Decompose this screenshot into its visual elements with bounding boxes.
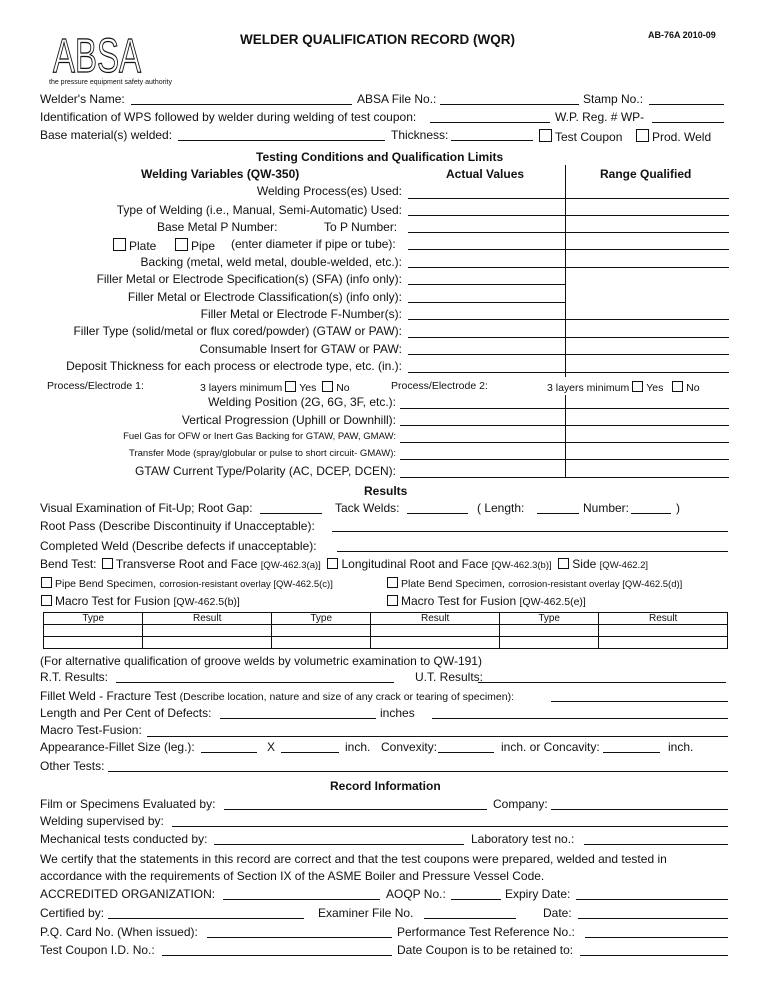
company-field[interactable]: [551, 809, 728, 810]
insert-field[interactable]: [408, 354, 729, 355]
var-process: Welding Process(es) Used:: [256, 184, 402, 198]
inch-label-2: inch.: [668, 740, 694, 754]
form-title: WELDER QUALIFICATION RECORD (WQR): [240, 32, 515, 47]
date-label: Date:: [543, 906, 572, 920]
process2-yes-box[interactable]: [632, 381, 643, 392]
perf-test-label: Performance Test Reference No.:: [397, 925, 575, 939]
filler-type-field[interactable]: [408, 337, 729, 338]
accredited-field[interactable]: [223, 899, 380, 900]
fillet-fracture-field[interactable]: [551, 701, 728, 702]
pipe-box[interactable]: [175, 238, 188, 251]
table-cell[interactable]: [271, 625, 370, 637]
ut-results-label: U.T. Results:: [415, 670, 484, 684]
macro-fillet-field[interactable]: [147, 736, 728, 737]
pq-card-label: P.Q. Card No. (When issued):: [40, 925, 198, 939]
absa-file-no-field[interactable]: [440, 104, 579, 105]
fillet-fracture-label: Fillet Weld - Fracture Test: [40, 689, 177, 703]
macro-fusion-1-label: Macro Test for Fusion: [55, 594, 171, 608]
certified-by-field[interactable]: [108, 918, 304, 919]
transverse-box[interactable]: [102, 558, 113, 569]
length-label: ( Length:: [477, 501, 525, 515]
wp-reg-field[interactable]: [652, 122, 724, 123]
process1-yes-label: Yes: [299, 382, 317, 394]
supervised-label: Welding supervised by:: [40, 814, 164, 828]
p-number-field[interactable]: [408, 232, 729, 233]
process1-label: Process/Electrode 1:: [47, 380, 144, 392]
certified-by-label: Certified by:: [40, 906, 105, 920]
plate-checkbox[interactable]: [113, 238, 156, 252]
var-to-p: To P Number:: [324, 220, 398, 234]
transverse-ref: [QW-462.3(a)]: [260, 560, 321, 571]
length-defects-label: Length and Per Cent of Defects:: [40, 706, 212, 720]
examiner-file-field[interactable]: [424, 918, 516, 919]
pipe-checkbox[interactable]: [175, 238, 215, 252]
pipe-bend-label: Pipe Bend Specimen,: [55, 578, 156, 590]
var-deposit: Deposit Thickness for each process or electrode type, etc. (in.):: [66, 359, 402, 373]
base-material-field[interactable]: [178, 140, 385, 141]
lab-test-field[interactable]: [584, 844, 728, 845]
table-header-result-1: Result: [143, 613, 272, 625]
testing-section-title: Testing Conditions and Qualification Limits: [256, 150, 504, 164]
macro-fusion-1-box[interactable]: [41, 595, 52, 606]
table-cell[interactable]: [44, 625, 143, 637]
process1-layers: [200, 381, 350, 394]
process1-layers-label: 3 layers minimum: [200, 382, 283, 394]
side-ref: [QW-462.2]: [599, 560, 649, 571]
inches-label: inches: [380, 706, 415, 720]
process-field[interactable]: [408, 198, 729, 199]
pipe-bend-row: [41, 577, 333, 590]
accredited-label: ACCREDITED ORGANIZATION:: [40, 887, 216, 901]
col-variables: Welding Variables (QW-350): [141, 167, 300, 181]
welders-name-label: Welder's Name:: [40, 92, 125, 106]
process2-layers-label: 3 layers minimum: [547, 382, 630, 394]
macro-fusion-2-ref: [QW-462.5(e)]: [519, 596, 586, 608]
wp-reg-label: W.P. Reg. # WP-: [555, 110, 645, 124]
var-base-p: Base Metal P Number:: [157, 220, 278, 234]
test-coupon-id-label: Test Coupon I.D. No.:: [40, 943, 155, 957]
wps-identification-label: Identification of WPS followed by welder during welding of test coupon:: [40, 110, 417, 124]
logo-subtitle: the pressure equipment safety authority: [49, 79, 172, 86]
appearance-label: Appearance-Fillet Size (leg.):: [40, 740, 195, 754]
logo-text: ABSA: [53, 30, 141, 76]
inch-label-1: inch.: [345, 740, 371, 754]
pq-card-field[interactable]: [207, 937, 392, 938]
concavity-label: inch. or Concavity:: [501, 740, 600, 754]
plate-label: Plate: [129, 239, 157, 253]
process2-label: Process/Electrode 2:: [391, 380, 488, 392]
table-header-type-1: Type: [44, 613, 143, 625]
film-field[interactable]: [224, 809, 487, 810]
position-field[interactable]: [400, 408, 729, 409]
welders-name-field[interactable]: [131, 104, 352, 105]
aoqp-label: AOQP No.:: [386, 887, 446, 901]
table-row: [44, 637, 728, 649]
var-sfa: Filler Metal or Electrode Specification(s) (SFA) (info only):: [96, 272, 402, 286]
longitudinal-box[interactable]: [327, 558, 338, 569]
macro-fusion-2-label: Macro Test for Fusion: [401, 594, 517, 608]
deposit-field[interactable]: [408, 372, 729, 373]
table-cell[interactable]: [499, 637, 598, 649]
plate-box[interactable]: [113, 238, 126, 251]
prod-weld-box[interactable]: [636, 129, 649, 142]
macro-fillet-label: Macro Test-Fusion:: [40, 723, 142, 737]
number-field[interactable]: [631, 513, 671, 514]
perf-test-field[interactable]: [585, 937, 728, 938]
stamp-no-field[interactable]: [649, 104, 724, 105]
absa-file-no-label: ABSA File No.:: [357, 92, 437, 106]
results-section-title: Results: [364, 484, 408, 498]
mechanical-label: Mechanical tests conducted by:: [40, 832, 208, 846]
film-label: Film or Specimens Evaluated by:: [40, 797, 216, 811]
range-column-divider: [565, 165, 566, 377]
transverse-label: Transverse Root and Face: [115, 557, 258, 571]
bend-test-label: Bend Test:: [40, 557, 97, 571]
var-insert: Consumable Insert for GTAW or PAW:: [199, 342, 402, 356]
macro-fusion-1-row: [41, 595, 240, 608]
pipe-bend-box[interactable]: [41, 577, 52, 588]
x-label: X: [267, 740, 276, 754]
table-header-type-2: Type: [271, 613, 370, 625]
length-defects-extra-field[interactable]: [432, 718, 728, 719]
tack-welds-label: Tack Welds:: [335, 501, 400, 515]
table-cell[interactable]: [271, 637, 370, 649]
process1-no-box[interactable]: [322, 381, 333, 392]
process2-layers: [547, 381, 700, 394]
table-cell[interactable]: [44, 637, 143, 649]
var-type: Type of Welding (i.e., Manual, Semi-Automatic) Used:: [116, 203, 402, 217]
company-label: Company:: [493, 797, 548, 811]
table-header-row: [44, 613, 728, 625]
pipe-bend-ref: corrosion-resistant overlay [QW-462.5(c)]: [159, 579, 333, 590]
var-classification: Filler Metal or Electrode Classification(s) (info only):: [127, 290, 402, 304]
macro-fusion-2-row: [387, 595, 586, 608]
ut-results-field[interactable]: [478, 682, 726, 683]
alt-qualification-note: (For alternative qualification of groove welds by volumetric examination to QW-191): [40, 654, 482, 668]
table-header-result-2: Result: [371, 613, 500, 625]
length-field[interactable]: [537, 513, 579, 514]
close-paren: ): [676, 501, 680, 515]
fillet-size-leg1-field[interactable]: [201, 752, 257, 753]
var-progression: Vertical Progression (Uphill or Downhill):: [181, 413, 396, 427]
table-cell[interactable]: [599, 625, 728, 637]
thickness-field[interactable]: [451, 140, 533, 141]
table-cell[interactable]: [371, 637, 500, 649]
date-field[interactable]: [578, 918, 728, 919]
table-row: [44, 625, 728, 637]
date-coupon-label: Date Coupon is to be retained to:: [397, 943, 574, 957]
supervised-field[interactable]: [172, 826, 728, 827]
fillet-fracture-row: [40, 690, 514, 703]
table-cell[interactable]: [143, 637, 272, 649]
col-range: Range Qualified: [600, 167, 692, 181]
fuel-gas-field[interactable]: [400, 442, 729, 443]
col-actual: Actual Values: [446, 167, 525, 181]
process2-no-label: No: [686, 382, 700, 394]
var-diameter: (enter diameter if pipe or tube):: [231, 237, 396, 251]
var-backing: Backing (metal, weld metal, double-welded, etc.):: [140, 255, 402, 269]
table-cell[interactable]: [371, 625, 500, 637]
bend-test-row: [40, 558, 648, 571]
plate-bend-ref: corrosion-resistant overlay [QW-462.5(d)]: [508, 579, 683, 590]
fnumber-field[interactable]: [408, 319, 729, 320]
prod-weld-checkbox[interactable]: [636, 129, 711, 143]
table-header-result-3: Result: [599, 613, 728, 625]
aoqp-field[interactable]: [451, 899, 501, 900]
process2-yes-label: Yes: [646, 382, 664, 394]
bend-results-table: [43, 612, 728, 649]
var-transfer-mode: Transfer Mode (spray/globular or pulse to short circuit- GMAW):: [129, 448, 396, 459]
var-fnumber: Filler Metal or Electrode F-Number(s):: [200, 307, 402, 321]
table-header-type-3: Type: [499, 613, 598, 625]
other-tests-label: Other Tests:: [40, 759, 105, 773]
completed-weld-field[interactable]: [337, 551, 728, 552]
root-pass-field[interactable]: [332, 531, 728, 532]
length-defects-field[interactable]: [220, 718, 376, 719]
table-cell[interactable]: [143, 625, 272, 637]
plate-bend-box[interactable]: [387, 577, 398, 588]
longitudinal-label: Longitudinal Root and Face: [341, 557, 489, 571]
process1-no-label: No: [336, 382, 350, 394]
side-label: Side: [572, 557, 597, 571]
sfa-field[interactable]: [408, 284, 565, 285]
pipe-label: Pipe: [191, 239, 216, 253]
fillet-size-leg2-field[interactable]: [281, 752, 339, 753]
lab-test-label: Laboratory test no.:: [471, 832, 575, 846]
convexity-field[interactable]: [438, 752, 494, 753]
date-coupon-field[interactable]: [580, 955, 728, 956]
expiry-field[interactable]: [576, 899, 728, 900]
thickness-label: Thickness:: [391, 128, 449, 142]
fillet-fracture-note: (Describe location, nature and size of any crack or tearing of specimen):: [179, 691, 515, 703]
classification-field[interactable]: [408, 302, 565, 303]
other-tests-field[interactable]: [108, 771, 728, 772]
diameter-field[interactable]: [408, 249, 729, 250]
examiner-file-label: Examiner File No.: [318, 906, 414, 920]
stamp-no-label: Stamp No.:: [583, 92, 644, 106]
prod-weld-label: Prod. Weld: [652, 130, 712, 144]
process1-yes-box[interactable]: [285, 381, 296, 392]
table-cell[interactable]: [599, 637, 728, 649]
var-position: Welding Position (2G, 6G, 3F, etc.):: [208, 395, 396, 409]
form-number: AB-76A 2010-09: [648, 30, 716, 40]
mechanical-field[interactable]: [214, 844, 464, 845]
concavity-field[interactable]: [603, 752, 660, 753]
process2-no-box[interactable]: [672, 381, 683, 392]
test-coupon-id-field[interactable]: [162, 955, 392, 956]
rt-results-label: R.T. Results:: [40, 670, 109, 684]
longitudinal-ref: [QW-462.3(b)]: [491, 560, 552, 571]
absa-logo: [52, 30, 144, 76]
test-coupon-checkbox[interactable]: [539, 129, 622, 143]
test-coupon-box[interactable]: [539, 129, 552, 142]
plate-bend-row: [387, 577, 682, 590]
wps-identification-field[interactable]: [430, 122, 550, 123]
macro-fusion-1-ref: [QW-462.5(b)]: [173, 596, 240, 608]
plate-bend-label: Plate Bend Specimen,: [401, 578, 505, 590]
root-gap-field[interactable]: [260, 513, 322, 514]
type-field[interactable]: [408, 215, 729, 216]
certification-line-2: accordance with the requirements of Section IX of the ASME Boiler and Pressure Vessel Code.: [40, 869, 545, 883]
backing-field[interactable]: [408, 267, 729, 268]
side-box[interactable]: [558, 558, 569, 569]
var-gtaw-current: GTAW Current Type/Polarity (AC, DCEP, DCEN):: [135, 464, 396, 478]
rt-results-field[interactable]: [116, 682, 394, 683]
root-pass-label: Root Pass (Describe Discontinuity if Unacceptable):: [40, 519, 315, 533]
var-filler-type: Filler Type (solid/metal or flux cored/powder) (GTAW or PAW):: [73, 324, 402, 338]
progression-field[interactable]: [400, 425, 729, 426]
convexity-label: Convexity:: [381, 740, 438, 754]
table-cell[interactable]: [499, 625, 598, 637]
record-section-title: Record Information: [330, 779, 441, 793]
visual-exam-label: Visual Examination of Fit-Up; Root Gap:: [40, 501, 253, 515]
transfer-mode-field[interactable]: [400, 459, 729, 460]
certification-line-1: We certify that the statements in this record are correct and that the test coupons were prepared, welded and tested in: [40, 852, 667, 866]
var-fuel-gas: Fuel Gas for OFW or Inert Gas Backing for GTAW, PAW, GMAW:: [123, 431, 396, 442]
number-label: Number:: [583, 501, 630, 515]
gtaw-current-field[interactable]: [400, 477, 729, 478]
base-material-label: Base material(s) welded:: [40, 128, 173, 142]
completed-weld-label: Completed Weld (Describe defects if unacceptable):: [40, 539, 317, 553]
expiry-label: Expiry Date:: [505, 887, 571, 901]
tack-welds-field[interactable]: [407, 513, 468, 514]
macro-fusion-2-box[interactable]: [387, 595, 398, 606]
test-coupon-label: Test Coupon: [555, 130, 623, 144]
